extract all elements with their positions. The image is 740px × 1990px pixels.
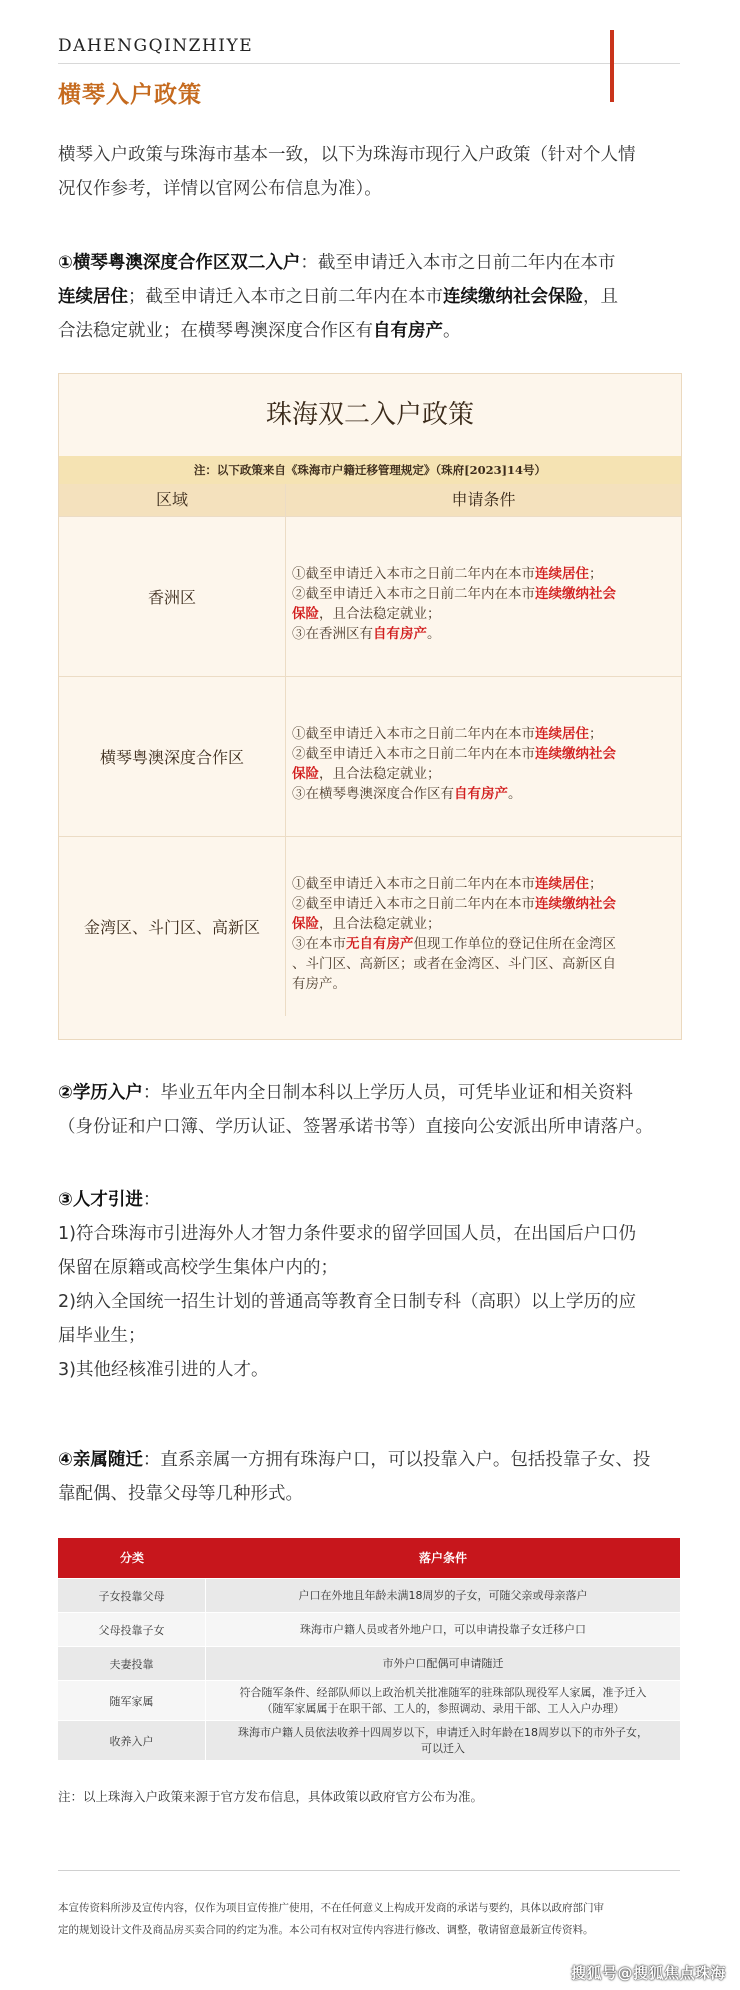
text-line [58,246,688,280]
condition-line [292,744,671,764]
condition-line: 符合随军条件、经部队师以上政治机关批准随军的驻珠部队现役军人家属，准予迁入 [239,1685,647,1699]
text: ③在横琴粤澳深度合作区有 [292,785,454,802]
condition-line [292,724,671,744]
section-1-paragraph [58,246,688,348]
region-cell: 香洲区 [59,517,286,676]
watermark: 搜狐号@搜狐焦点珠海 [570,1964,726,1982]
table2-col-conditions: 落户条件 [418,1551,467,1565]
table2-col-type: 分类 [119,1551,144,1565]
text: 。 [443,321,461,341]
highlight-text: 连续居住 [535,875,589,892]
text: ，且合法稳定就业； [319,915,441,932]
highlight-text: 自有房产 [454,785,508,802]
relation-type-cell: 子女投靠父母 [58,1579,206,1612]
accent-bar [610,30,614,102]
page-title: 横琴入户政策 [58,82,202,108]
table1-row [59,676,681,836]
condition-line [292,914,671,934]
condition-line: 户口在外地且年龄未满18周岁的子女，可随父亲或母亲落户 [298,1588,588,1602]
relation-type-cell: 随军家属 [58,1681,206,1720]
conditions-cell [286,517,681,676]
table1-header [59,484,681,516]
table2-row [58,1680,680,1720]
settle-condition-cell [206,1647,680,1680]
text-line [58,1076,688,1110]
condition-line [292,954,671,974]
text: ：截至申请迁入本市之日前二年内在本市 [300,253,616,273]
relation-type-cell: 夫妻投靠 [58,1647,206,1680]
text: ，且 [583,287,618,307]
bold-text: ①横琴粤澳深度合作区双二入户 [58,253,301,273]
condition-line: 珠海市户籍人员或者外地户口，可以申请投靠子女迁移户口 [300,1622,586,1636]
text: ①截至申请迁入本市之日前二年内在本市 [292,725,535,742]
highlight-text: 自有房产 [373,625,427,642]
table1-row [59,836,681,1016]
condition-line [292,974,671,994]
talent-item-line: 2)纳入全国统一招生计划的普通高等教育全日制专科（高职）以上学历的应 [58,1292,636,1312]
condition-line [292,894,671,914]
table2-row [58,1720,680,1760]
text: 但现工作单位的登记住所在金湾区 [413,935,616,952]
section-2-paragraph [58,1076,688,1144]
highlight-text: 无自有房产 [346,935,414,952]
bold-text: ④亲属随迁 [58,1450,143,1470]
text: ①截至申请迁入本市之日前二年内在本市 [292,565,535,582]
bold-text: 连续居住 [58,287,128,307]
source-note: 注：以上珠海入户政策来源于官方发布信息，具体政策以政府官方公布为准。 [58,1789,484,1804]
bold-text: ②学历入户 [58,1083,143,1103]
text: 合法稳定就业；在横琴粤澳深度合作区有 [58,321,373,341]
text: ②截至申请迁入本市之日前二年内在本市 [292,895,535,912]
brand-name: DAHENGQINZHIYE [58,36,254,56]
talent-item-line: 届毕业生； [58,1326,146,1346]
condition-line [292,564,671,584]
section-3-paragraph [58,1183,688,1387]
intro-line: 横琴入户政策与珠海市基本一致，以下为珠海市现行入户政策（针对个人情 [58,145,636,165]
text-line [58,314,688,348]
text-line [58,280,688,314]
brand-divider [58,63,680,64]
settle-condition-cell [206,1721,680,1760]
table2-row [58,1646,680,1680]
condition-line [292,624,671,644]
highlight-text: 连续缴纳社会 [535,585,616,602]
conditions-cell [286,677,681,836]
highlight-text: 保险 [292,605,319,622]
highlight-text: 连续缴纳社会 [535,745,616,762]
relation-type-cell: 父母投靠子女 [58,1613,206,1646]
condition-line [292,764,671,784]
table1-title: 珠海双二入户政策 [265,400,474,430]
table2-row [58,1578,680,1612]
footer-divider [58,1870,680,1871]
highlight-text: 连续居住 [535,725,589,742]
condition-line [292,934,671,954]
text: ③在本市 [292,935,346,952]
talent-item-line: 3)其他经核准引进的人才。 [58,1360,269,1380]
text-line [58,1110,688,1144]
bold-text: 自有房产 [373,321,443,341]
relation-type-cell: 收养入户 [58,1721,206,1760]
table2-row [58,1612,680,1646]
section-3-heading: ③人才引进： [58,1190,161,1210]
condition-line [292,604,671,624]
conditions-cell [286,837,681,1016]
table2-header [58,1538,680,1578]
table1-col-region: 区域 [59,484,286,516]
text-line [58,1443,688,1477]
text: ：毕业五年内全日制本科以上学历人员，可凭毕业证和相关资料 [142,1083,633,1103]
text-line [58,1477,688,1511]
intro-line: 况仅作参考，详情以官网公布信息为准）。 [58,179,382,199]
highlight-text: 连续缴纳社会 [535,895,616,912]
region-cell: 金湾区、斗门区、高新区 [59,837,286,1016]
text: 靠配偶、投靠父母等几种形式。 [58,1484,303,1504]
text: 。 [508,785,522,802]
text: （身份证和户口簿、学历认证、签署承诺书等）直接向公安派出所申请落户。 [58,1117,653,1137]
condition-line [292,874,671,894]
text: ②截至申请迁入本市之日前二年内在本市 [292,585,535,602]
condition-line: 可以迁入 [421,1741,465,1755]
condition-line: 珠海市户籍人员依法收养十四周岁以下，申请迁入时年龄在18周岁以下的市外子女， [238,1725,648,1739]
condition-line: 市外户口配偶可申请随迁 [382,1656,504,1670]
bold-text: 连续缴纳社会保险 [443,287,583,307]
intro-paragraph [58,138,688,206]
text: ，且合法稳定就业； [319,765,441,782]
text: ； [589,875,603,892]
text: ②截至申请迁入本市之日前二年内在本市 [292,745,535,762]
text: ，且合法稳定就业； [319,605,441,622]
region-cell: 横琴粤澳深度合作区 [59,677,286,836]
text: 有房产。 [292,975,346,992]
condition-line [292,784,671,804]
text: ；截至申请迁入本市之日前二年内在本市 [128,287,443,307]
highlight-text: 保险 [292,915,319,932]
settle-condition-cell [206,1681,680,1720]
text: 、斗门区、高新区；或者在金湾区、斗门区、高新区自 [292,955,616,972]
text: ； [589,725,603,742]
talent-item-line: 保留在原籍或高校学生集体户内的； [58,1258,338,1278]
zhuhai-policy-table [58,373,682,1040]
table1-col-conditions: 申请条件 [451,490,516,509]
text: ①截至申请迁入本市之日前二年内在本市 [292,875,535,892]
text: ； [589,565,603,582]
condition-line: （随军家属属于在职干部、工人的，参照调动、录用干部、工人入户办理） [261,1701,625,1715]
section-4-paragraph [58,1443,688,1511]
disclaimer-line: 定的规划设计文件及商品房买卖合同的约定为准。本公司有权对宣传内容进行修改、调整，敬请留意最新宣传资料。 [58,1924,594,1936]
talent-item-line: 1)符合珠海市引进海外人才智力条件要求的留学回国人员，在出国后户口仍 [58,1224,636,1244]
settle-condition-cell [206,1613,680,1646]
disclaimer [58,1897,680,1941]
highlight-text: 连续居住 [535,565,589,582]
table1-note: 注：以下政策来自《珠海市户籍迁移管理规定》（珠府[2023]14号） [59,456,681,484]
text: ③在香洲区有 [292,625,373,642]
condition-line [292,584,671,604]
text: 。 [427,625,441,642]
settle-condition-cell [206,1579,680,1612]
relatives-table [58,1538,680,1760]
table1-row [59,516,681,676]
text: ：直系亲属一方拥有珠海户口，可以投靠入户。包括投靠子女、投 [142,1450,651,1470]
disclaimer-line: 本宣传资料所涉及宣传内容，仅作为项目宣传推广使用，不在任何意义上构成开发商的承诺与要约，具体以政府部门审 [58,1902,604,1914]
highlight-text: 保险 [292,765,319,782]
